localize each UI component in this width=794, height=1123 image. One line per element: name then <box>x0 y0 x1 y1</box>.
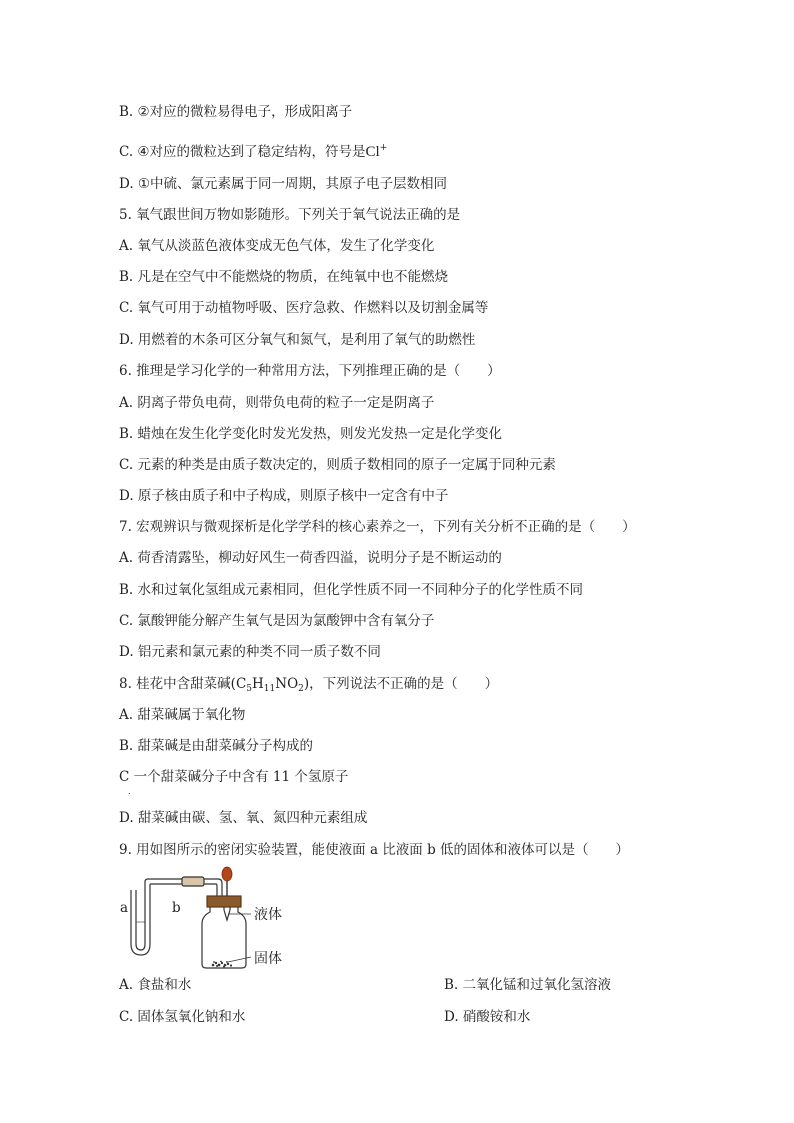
q4-option-d: D. ①中硫、氯元素属于同一周期，其原子电子层数相同 <box>119 176 448 192</box>
sealed-apparatus-figure <box>114 862 299 972</box>
q7-option-d: D. 铝元素和氯元素的种类不同一质子数不同 <box>119 644 381 660</box>
q6-option-c: C. 元素的种类是由质子数决定的，则质子数相同的原子一定属于同种元素 <box>119 457 556 473</box>
label-b: b <box>172 900 181 916</box>
formula-o-count: 2 <box>298 684 304 694</box>
label-solid: 固体 <box>254 951 282 967</box>
q6-option-a: A. 阴离子带负电荷，则带负电荷的粒子一定是阴离子 <box>119 395 435 411</box>
dropper-bulb <box>222 867 232 881</box>
q7-stem: 7. 宏观辨识与微观探析是化学学科的核心素养之一，下列有关分析不正确的是（ ） <box>119 519 636 535</box>
q7-option-a: A. 荷香清露坠，柳动好风生一荷香四溢，说明分子是不断运动的 <box>119 550 502 566</box>
q8-stem-prefix: 8. 桂花中含甜菜碱(C <box>119 676 247 692</box>
connector-tube-bottom <box>150 884 182 890</box>
q4-option-b: B. ②对应的微粒易得电子，形成阳离子 <box>119 104 353 120</box>
formula-c-count: 5 <box>246 684 253 694</box>
label-a: a <box>120 900 129 916</box>
rubber-stopper <box>207 896 241 907</box>
q5-option-b: B. 凡是在空气中不能燃烧的物质，在纯氧中也不能燃烧 <box>119 269 449 285</box>
q5-stem: 5. 氧气跟世间万物如影随形。下列关于氧气说法正确的是 <box>119 207 461 223</box>
chlorine-symbol: Cl <box>365 144 380 160</box>
q9-option-d: D. 硝酸铵和水 <box>444 1009 531 1025</box>
q4-option-c-text: C. ④对应的微粒达到了稳定结构，符号是 <box>119 144 366 160</box>
q9-option-c: C. 固体氢氧化钠和水 <box>119 1009 246 1025</box>
q7-option-c: C. 氯酸钾能分解产生氧气是因为氯酸钾中含有氧分子 <box>119 613 435 629</box>
q5-option-c: C. 氧气可用于动植物呼吸、医疗急救、作燃料以及切割金属等 <box>119 300 489 316</box>
q9-option-a: A. 食盐和水 <box>119 977 192 993</box>
bottle-body <box>202 906 246 968</box>
u-tube-outer <box>131 890 150 955</box>
q6-option-b: B. 蜡烛在发生化学变化时发光发热，则发光发热一定是化学变化 <box>119 426 503 442</box>
label-liquid: 液体 <box>254 907 282 923</box>
q8-option-c-dot: . <box>128 787 131 796</box>
q8-option-a: A. 甜菜碱属于氧化物 <box>119 707 246 723</box>
q6-option-d: D. 原子核由质子和中子构成，则原子核中一定含有中子 <box>119 488 449 504</box>
q8-option-c: C 一个甜菜碱分子中含有 11 个氢原子 <box>119 769 349 785</box>
formula-h-count: 11 <box>263 684 276 694</box>
rubber-hose <box>182 877 204 886</box>
q5-option-d: D. 用燃着的木条可区分氧气和氮气，是利用了氧气的助燃性 <box>119 332 476 348</box>
q8-stem <box>119 675 498 698</box>
q9-stem: 9. 用如图所示的密闭实验装置，能使液面 a 比液面 b 低的固体和液体可以是（ ） <box>119 842 630 858</box>
q8-stem-suffix: )，下列说法不正确的是（ ） <box>303 676 499 692</box>
q4-option-c <box>119 139 387 161</box>
formula-h: H <box>252 676 264 692</box>
chlorine-charge: + <box>379 143 388 153</box>
q6-stem: 6. 推理是学习化学的一种常用方法，下列推理正确的是（ ） <box>119 363 501 379</box>
q7-option-b: B. 水和过氧化氢组成元素相同，但化学性质不同一不同种分子的化学性质不同 <box>119 582 584 598</box>
q5-option-a: A. 氧气从淡蓝色液体变成无色气体，发生了化学变化 <box>119 238 435 254</box>
q9-option-b: B. 二氧化锰和过氧化氢溶液 <box>444 977 612 993</box>
q8-option-d: D. 甜菜碱由碳、氢、氧、氮四种元素组成 <box>119 810 368 826</box>
q8-option-b: B. 甜菜碱是由甜菜碱分子构成的 <box>119 738 314 754</box>
u-tube-inner <box>136 890 145 950</box>
formula-no: NO <box>275 676 299 692</box>
